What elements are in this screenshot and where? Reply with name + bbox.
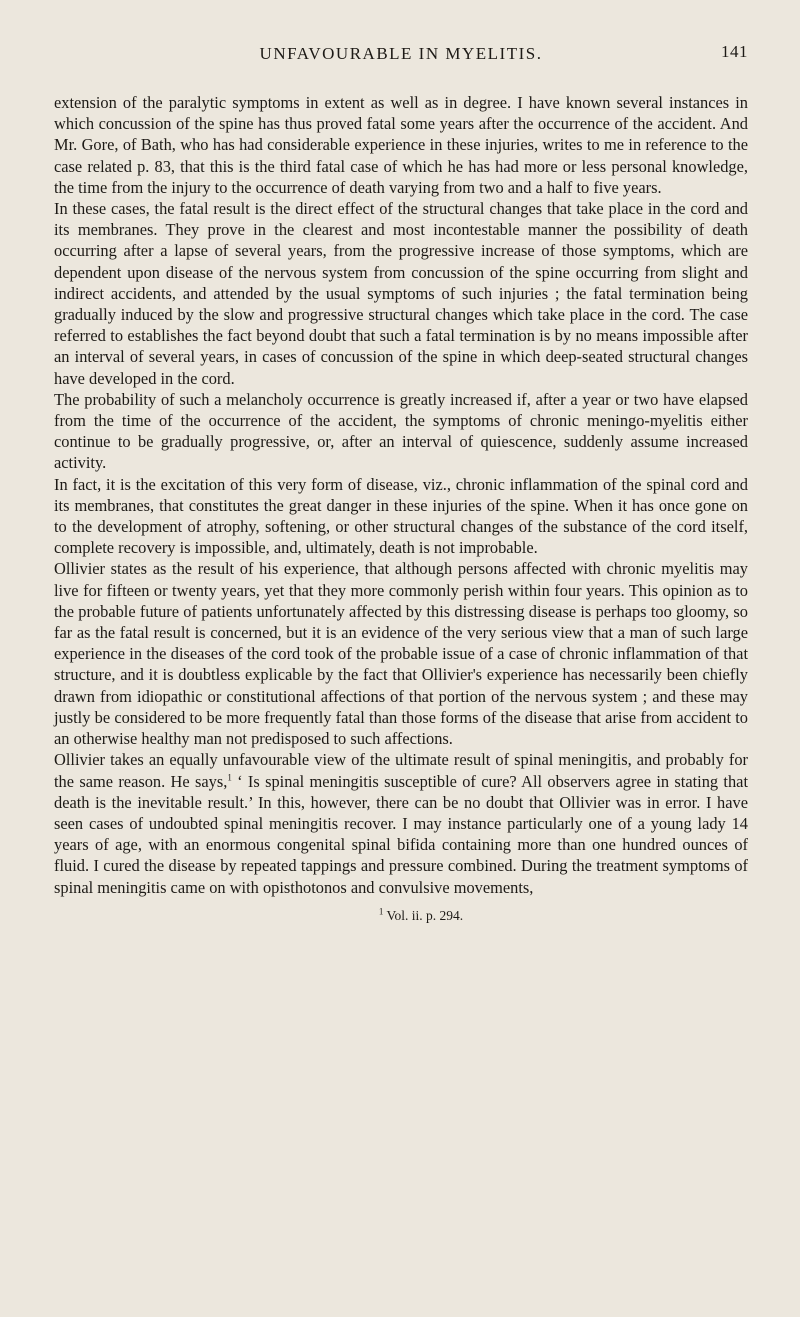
paragraph: Ollivier states as the result of his experience, that although persons affected with chronic myelitis may live for fifteen or twenty years, yet that they more commonly perish within four years. This opinion as to the probable future of patients unfortunately affected by this distressing disease is perhaps too gloomy, so far as the fatal result is concerned, but it is an evidence of the very serious view that a man of such large experience in the diseases of the cord took of the probable issue of a case of chronic inflammation of that structure, and it is doubtless explicable by the fact that Ollivier's experience has necessarily been chiefly drawn from idiopathic or constitutional affections of that portion of the nervous system ; and these may justly be considered to be more frequently fatal than those forms of the disease that arise from accident to an otherwise healthy man not predisposed to such affections. — [54, 559, 748, 749]
paragraph-text: ‘ Is spinal meningitis susceptible of cure? All observers agree in stating that death is the inevitable result.’ In this, however, there can be no doubt that Ollivier was in error. I have seen cases of undoubted spinal meningitis recover. I may instance particularly one of a young lady 14 years of age, with an enormous congenital spinal bifida containing more than one hundred ounces of fluid. I cured the disease by repeated tappings and pressure combined. During the treatment symptoms of spinal meningitis came on with opisthotonos and convulsive movements, — [54, 771, 748, 897]
paragraph — [54, 749, 748, 897]
paragraph: extension of the paralytic symptoms in extent as well as in degree. I have known several instances in which concussion of the spine has thus proved fatal some years after the occurrence of the accident. And Mr. Gore, of Bath, who has had considerable experience in these injuries, writes to me in reference to the case related p. 83, that this is the third fatal case of which he has had more or less personal knowledge, the time from the injury to the occurrence of death varying from two and a half to five years. — [54, 93, 748, 197]
body-text — [54, 92, 748, 898]
paragraph: The probability of such a melancholy occurrence is greatly increased if, after a year or two have elapsed from the time of the occurrence of the accident, the symptoms of chronic meningo-myelitis either continue to be gradually progressive, or, after an interval of quiescence, suddenly assume increased activity. — [54, 389, 748, 473]
footnote — [54, 908, 748, 924]
page-number: 141 — [721, 42, 748, 61]
footnote-reference: 1 — [227, 772, 232, 783]
footnote-marker: 1 — [378, 906, 384, 917]
page-header — [54, 30, 748, 63]
paragraph: In these cases, the fatal result is the direct effect of the structural changes that take place in the cord and its membranes. They prove in the clearest and most incontestable manner the possibility of death occurring after a lapse of several years, from the progressive increase of those symptoms, which are dependent upon disease of the nervous system from concussion of the spine occurring from slight and indirect accidents, and attended by the usual symptoms of such injuries ; the fatal termination being gradually induced by the slow and progressive structural changes which take place in the cord. The case referred to establishes the fact beyond doubt that such a fatal termination is by no means impossible after an interval of several years, in cases of concussion of the spine in which deep-seated structural changes have developed in the cord. — [54, 199, 748, 388]
footnote-text: Vol. ii. p. 294. — [383, 907, 464, 923]
running-head: UNFAVOURABLE IN MYELITIS. — [259, 44, 543, 63]
paragraph-text: Ollivier takes an equally unfavourable view of the ultimate result of spinal meningitis, and probably for the same reason. He says, — [54, 750, 748, 791]
paragraph: In fact, it is the excitation of this very form of disease, viz., chronic inflammation of the spinal cord and its membranes, that constitutes the great danger in these injuries of the spine. When it has once gone on to the development of atrophy, softening, or other structural changes of the substance of the cord itself, complete recovery is impossible, and, ultimately, death is not improbable. — [54, 474, 748, 558]
